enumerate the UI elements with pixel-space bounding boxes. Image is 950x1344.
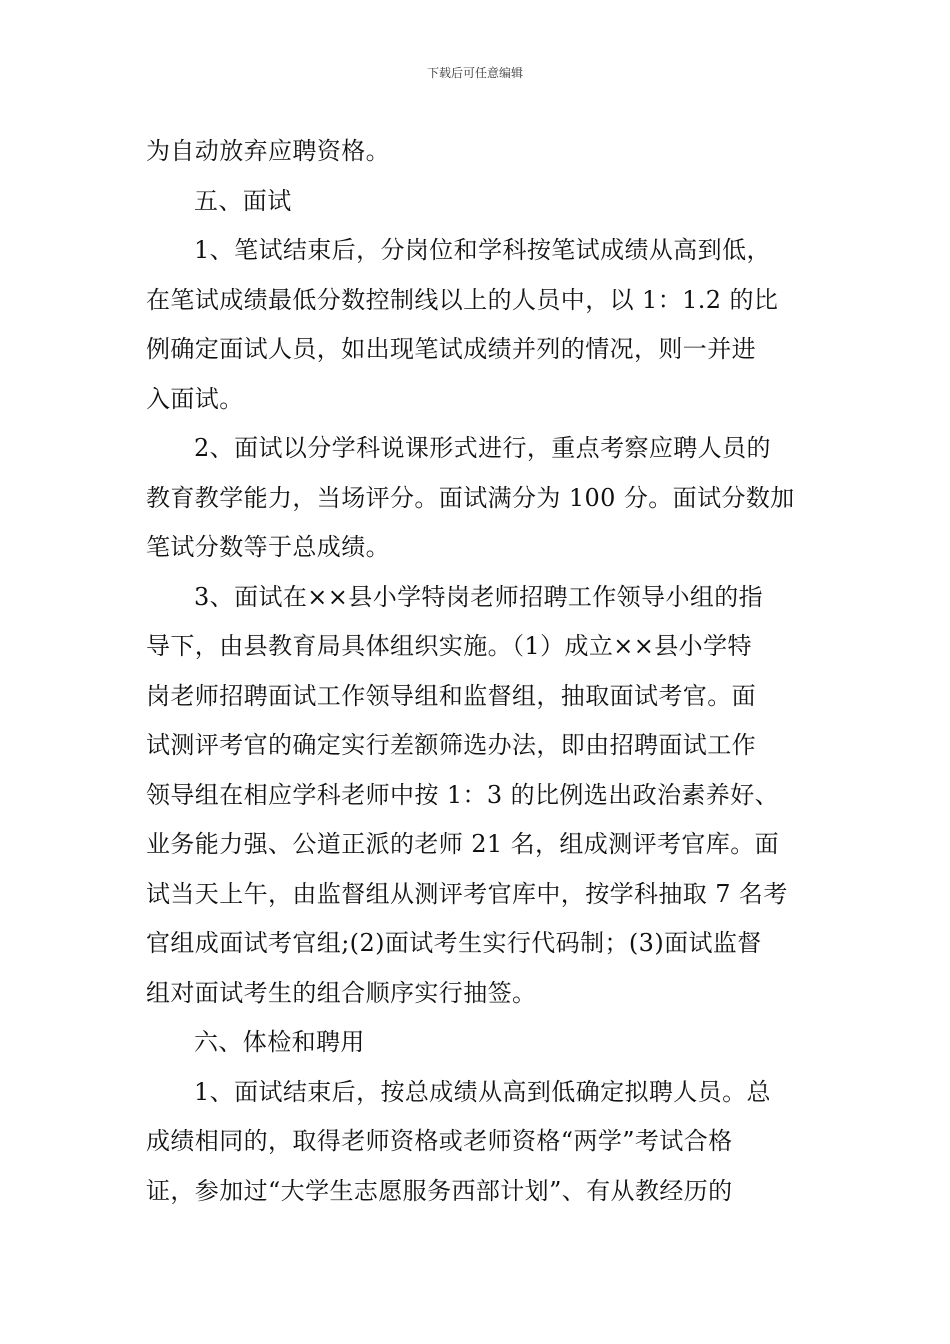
section-heading: 六、体检和聘用 — [194, 1028, 365, 1056]
text-line: 领导组在相应学科老师中按 1：3 的比例选出政治素养好、 — [146, 780, 779, 809]
text-line: 试测评考官的确定实行差额筛选办法，即由招聘面试工作 — [146, 731, 756, 759]
text-line: 在笔试成绩最低分数控制线以上的人员中，以 1：1.2 的比 — [146, 285, 779, 314]
text-line: 1、笔试结束后，分岗位和学科按笔试成绩从高到低， — [194, 236, 771, 264]
document-body — [146, 127, 806, 1216]
text-line: 例确定面试人员，如出现笔试成绩并列的情况，则一并进 — [146, 335, 756, 363]
text-line: 入面试。 — [146, 384, 244, 413]
text-line: 证，参加过“大学生志愿服务西部计划”、有从教经历的 — [146, 1176, 733, 1205]
text-line: 成绩相同的，取得老师资格或老师资格“两学”考试合格 — [146, 1127, 733, 1155]
text-line: 笔试分数等于总成绩。 — [146, 533, 390, 561]
text-line: 为自动放弃应聘资格。 — [146, 137, 390, 165]
text-line: 1、面试结束后，按总成绩从高到低确定拟聘人员。总 — [194, 1077, 771, 1106]
text-line: 岗老师招聘面试工作领导组和监督组，抽取面试考官。面 — [146, 681, 756, 710]
text-line: 导下，由县教育局具体组织实施。（1）成立××县小学特 — [146, 632, 752, 660]
text-line: 教育教学能力，当场评分。面试满分为 100 分。面试分数加 — [146, 483, 795, 512]
page-header: 下载后可任意编辑 — [426, 66, 523, 80]
text-line: 2、面试以分学科说课形式进行，重点考察应聘人员的 — [194, 434, 771, 462]
text-line: 试当天上午，由监督组从测评考官库中，按学科抽取 7 名考 — [146, 879, 788, 908]
text-line: 组对面试考生的组合顺序实行抽签。 — [146, 978, 537, 1007]
text-line: 业务能力强、公道正派的老师 21 名，组成测评考官库。面 — [146, 830, 779, 858]
text-line: 官组成面试考官组;(2)面试考生实行代码制；(3)面试监督 — [146, 929, 762, 957]
text-line: 3、面试在××县小学特岗老师招聘工作领导小组的指 — [194, 582, 764, 611]
section-heading: 五、面试 — [194, 186, 292, 215]
